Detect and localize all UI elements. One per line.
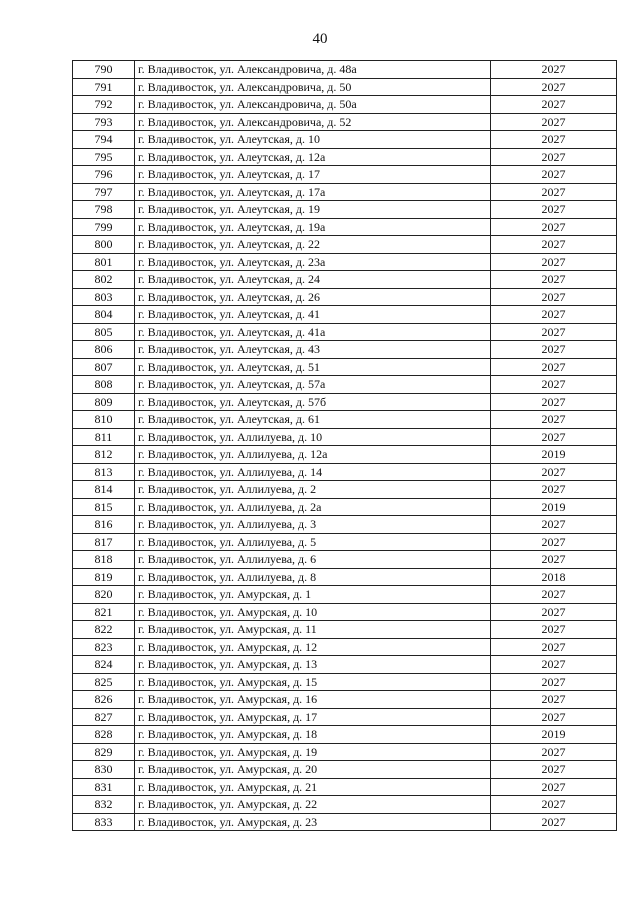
table-row (73, 218, 617, 236)
row-year-cell: 2027 (491, 743, 617, 761)
row-number-cell: 811 (73, 428, 135, 446)
table-row (73, 148, 617, 166)
row-number-cell: 826 (73, 691, 135, 709)
row-number-cell: 828 (73, 726, 135, 744)
row-number-cell: 790 (73, 61, 135, 79)
row-number-cell: 796 (73, 166, 135, 184)
row-address-cell: г. Владивосток, ул. Алеутская, д. 61 (135, 411, 491, 429)
page-number: 40 (312, 31, 328, 47)
table-row (73, 428, 617, 446)
row-year-cell: 2027 (491, 288, 617, 306)
row-year-cell: 2027 (491, 411, 617, 429)
row-address-cell: г. Владивосток, ул. Аллилуева, д. 6 (135, 551, 491, 569)
row-number-cell: 803 (73, 288, 135, 306)
table-row (73, 253, 617, 271)
row-address-cell: г. Владивосток, ул. Александровича, д. 50 (135, 78, 491, 96)
row-address-cell: г. Владивосток, ул. Аллилуева, д. 5 (135, 533, 491, 551)
row-year-cell: 2027 (491, 586, 617, 604)
row-address-cell: г. Владивосток, ул. Алеутская, д. 26 (135, 288, 491, 306)
row-number-cell: 823 (73, 638, 135, 656)
row-year-cell: 2027 (491, 61, 617, 79)
row-address-cell: г. Владивосток, ул. Амурская, д. 11 (135, 621, 491, 639)
row-address-cell: г. Владивосток, ул. Алеутская, д. 19 (135, 201, 491, 219)
table-row (73, 656, 617, 674)
row-address-cell: г. Владивосток, ул. Амурская, д. 19 (135, 743, 491, 761)
row-year-cell: 2027 (491, 428, 617, 446)
table-row (73, 516, 617, 534)
row-year-cell: 2019 (491, 498, 617, 516)
table-row (73, 603, 617, 621)
row-address-cell: г. Владивосток, ул. Алеутская, д. 12а (135, 148, 491, 166)
row-year-cell: 2027 (491, 253, 617, 271)
row-address-cell: г. Владивосток, ул. Аллилуева, д. 2 (135, 481, 491, 499)
row-number-cell: 801 (73, 253, 135, 271)
row-number-cell: 791 (73, 78, 135, 96)
row-number-cell: 824 (73, 656, 135, 674)
row-address-cell: г. Владивосток, ул. Аллилуева, д. 3 (135, 516, 491, 534)
row-year-cell: 2027 (491, 796, 617, 814)
row-address-cell: г. Владивосток, ул. Алеутская, д. 57б (135, 393, 491, 411)
table-row (73, 673, 617, 691)
row-address-cell: г. Владивосток, ул. Аллилуева, д. 2а (135, 498, 491, 516)
table-row (73, 481, 617, 499)
row-year-cell: 2027 (491, 656, 617, 674)
row-year-cell: 2027 (491, 341, 617, 359)
row-year-cell: 2027 (491, 638, 617, 656)
row-address-cell: г. Владивосток, ул. Амурская, д. 15 (135, 673, 491, 691)
row-year-cell: 2027 (491, 78, 617, 96)
row-number-cell: 804 (73, 306, 135, 324)
table-row (73, 778, 617, 796)
row-year-cell: 2027 (491, 603, 617, 621)
row-number-cell: 829 (73, 743, 135, 761)
row-address-cell: г. Владивосток, ул. Амурская, д. 17 (135, 708, 491, 726)
row-address-cell: г. Владивосток, ул. Аллилуева, д. 8 (135, 568, 491, 586)
row-year-cell: 2027 (491, 551, 617, 569)
row-address-cell: г. Владивосток, ул. Амурская, д. 21 (135, 778, 491, 796)
row-year-cell: 2027 (491, 761, 617, 779)
row-number-cell: 799 (73, 218, 135, 236)
table-row (73, 411, 617, 429)
table-row (73, 551, 617, 569)
table-row (73, 796, 617, 814)
row-year-cell: 2027 (491, 96, 617, 114)
row-address-cell: г. Владивосток, ул. Алеутская, д. 17 (135, 166, 491, 184)
row-number-cell: 820 (73, 586, 135, 604)
registry-table (72, 60, 617, 831)
table-row (73, 708, 617, 726)
row-year-cell: 2027 (491, 621, 617, 639)
table-row (73, 446, 617, 464)
table-row (73, 463, 617, 481)
row-number-cell: 831 (73, 778, 135, 796)
row-number-cell: 793 (73, 113, 135, 131)
row-number-cell: 794 (73, 131, 135, 149)
row-year-cell: 2027 (491, 236, 617, 254)
row-year-cell: 2027 (491, 463, 617, 481)
table-row (73, 306, 617, 324)
row-year-cell: 2027 (491, 778, 617, 796)
row-number-cell: 819 (73, 568, 135, 586)
table-row (73, 236, 617, 254)
table-row (73, 376, 617, 394)
row-number-cell: 821 (73, 603, 135, 621)
row-number-cell: 792 (73, 96, 135, 114)
row-address-cell: г. Владивосток, ул. Аллилуева, д. 12а (135, 446, 491, 464)
table-row (73, 393, 617, 411)
row-number-cell: 818 (73, 551, 135, 569)
table-row (73, 201, 617, 219)
table-row (73, 166, 617, 184)
row-address-cell: г. Владивосток, ул. Амурская, д. 23 (135, 813, 491, 831)
row-year-cell: 2027 (491, 113, 617, 131)
row-number-cell: 822 (73, 621, 135, 639)
row-number-cell: 806 (73, 341, 135, 359)
row-number-cell: 810 (73, 411, 135, 429)
row-year-cell: 2027 (491, 376, 617, 394)
row-number-cell: 832 (73, 796, 135, 814)
row-year-cell: 2027 (491, 166, 617, 184)
table-row (73, 78, 617, 96)
row-number-cell: 817 (73, 533, 135, 551)
row-number-cell: 798 (73, 201, 135, 219)
row-address-cell: г. Владивосток, ул. Алеутская, д. 51 (135, 358, 491, 376)
row-address-cell: г. Владивосток, ул. Александровича, д. 50а (135, 96, 491, 114)
table-row (73, 183, 617, 201)
row-number-cell: 807 (73, 358, 135, 376)
row-address-cell: г. Владивосток, ул. Аллилуева, д. 14 (135, 463, 491, 481)
row-address-cell: г. Владивосток, ул. Алеутская, д. 24 (135, 271, 491, 289)
row-address-cell: г. Владивосток, ул. Амурская, д. 20 (135, 761, 491, 779)
table-row (73, 691, 617, 709)
table-row (73, 61, 617, 79)
row-address-cell: г. Владивосток, ул. Алеутская, д. 41а (135, 323, 491, 341)
row-number-cell: 809 (73, 393, 135, 411)
table-row (73, 743, 617, 761)
row-year-cell: 2027 (491, 183, 617, 201)
row-address-cell: г. Владивосток, ул. Алеутская, д. 22 (135, 236, 491, 254)
row-year-cell: 2027 (491, 358, 617, 376)
row-year-cell: 2027 (491, 393, 617, 411)
row-address-cell: г. Владивосток, ул. Алеутская, д. 57а (135, 376, 491, 394)
row-number-cell: 802 (73, 271, 135, 289)
row-address-cell: г. Владивосток, ул. Александровича, д. 52 (135, 113, 491, 131)
row-number-cell: 816 (73, 516, 135, 534)
table-row (73, 288, 617, 306)
table-row (73, 638, 617, 656)
row-year-cell: 2019 (491, 726, 617, 744)
row-address-cell: г. Владивосток, ул. Амурская, д. 16 (135, 691, 491, 709)
row-year-cell: 2027 (491, 271, 617, 289)
table-row (73, 568, 617, 586)
row-number-cell: 800 (73, 236, 135, 254)
table-row (73, 341, 617, 359)
row-address-cell: г. Владивосток, ул. Аллилуева, д. 10 (135, 428, 491, 446)
registry-table-body (73, 61, 617, 831)
row-number-cell: 833 (73, 813, 135, 831)
table-row (73, 813, 617, 831)
row-year-cell: 2018 (491, 568, 617, 586)
row-address-cell: г. Владивосток, ул. Амурская, д. 22 (135, 796, 491, 814)
row-address-cell: г. Владивосток, ул. Амурская, д. 13 (135, 656, 491, 674)
row-address-cell: г. Владивосток, ул. Алеутская, д. 10 (135, 131, 491, 149)
table-row (73, 533, 617, 551)
row-number-cell: 805 (73, 323, 135, 341)
row-number-cell: 795 (73, 148, 135, 166)
row-address-cell: г. Владивосток, ул. Алеутская, д. 19а (135, 218, 491, 236)
row-year-cell: 2019 (491, 446, 617, 464)
table-row (73, 621, 617, 639)
row-year-cell: 2027 (491, 516, 617, 534)
row-year-cell: 2027 (491, 218, 617, 236)
row-year-cell: 2027 (491, 323, 617, 341)
row-year-cell: 2027 (491, 306, 617, 324)
row-year-cell: 2027 (491, 691, 617, 709)
table-row (73, 131, 617, 149)
row-year-cell: 2027 (491, 131, 617, 149)
row-year-cell: 2027 (491, 813, 617, 831)
row-number-cell: 814 (73, 481, 135, 499)
table-row (73, 96, 617, 114)
row-address-cell: г. Владивосток, ул. Амурская, д. 12 (135, 638, 491, 656)
row-number-cell: 827 (73, 708, 135, 726)
row-year-cell: 2027 (491, 673, 617, 691)
row-address-cell: г. Владивосток, ул. Александровича, д. 48а (135, 61, 491, 79)
row-address-cell: г. Владивосток, ул. Амурская, д. 10 (135, 603, 491, 621)
row-number-cell: 815 (73, 498, 135, 516)
row-address-cell: г. Владивосток, ул. Алеутская, д. 41 (135, 306, 491, 324)
row-number-cell: 830 (73, 761, 135, 779)
row-address-cell: г. Владивосток, ул. Амурская, д. 1 (135, 586, 491, 604)
row-number-cell: 825 (73, 673, 135, 691)
row-year-cell: 2027 (491, 708, 617, 726)
row-number-cell: 813 (73, 463, 135, 481)
row-address-cell: г. Владивосток, ул. Алеутская, д. 17а (135, 183, 491, 201)
table-row (73, 323, 617, 341)
table-row (73, 726, 617, 744)
row-number-cell: 797 (73, 183, 135, 201)
table-row (73, 113, 617, 131)
table-row (73, 586, 617, 604)
row-number-cell: 812 (73, 446, 135, 464)
row-number-cell: 808 (73, 376, 135, 394)
row-year-cell: 2027 (491, 533, 617, 551)
row-address-cell: г. Владивосток, ул. Алеутская, д. 43 (135, 341, 491, 359)
table-row (73, 271, 617, 289)
row-year-cell: 2027 (491, 148, 617, 166)
table-row (73, 761, 617, 779)
row-address-cell: г. Владивосток, ул. Алеутская, д. 23а (135, 253, 491, 271)
row-address-cell: г. Владивосток, ул. Амурская, д. 18 (135, 726, 491, 744)
table-row (73, 358, 617, 376)
row-year-cell: 2027 (491, 481, 617, 499)
row-year-cell: 2027 (491, 201, 617, 219)
table-row (73, 498, 617, 516)
